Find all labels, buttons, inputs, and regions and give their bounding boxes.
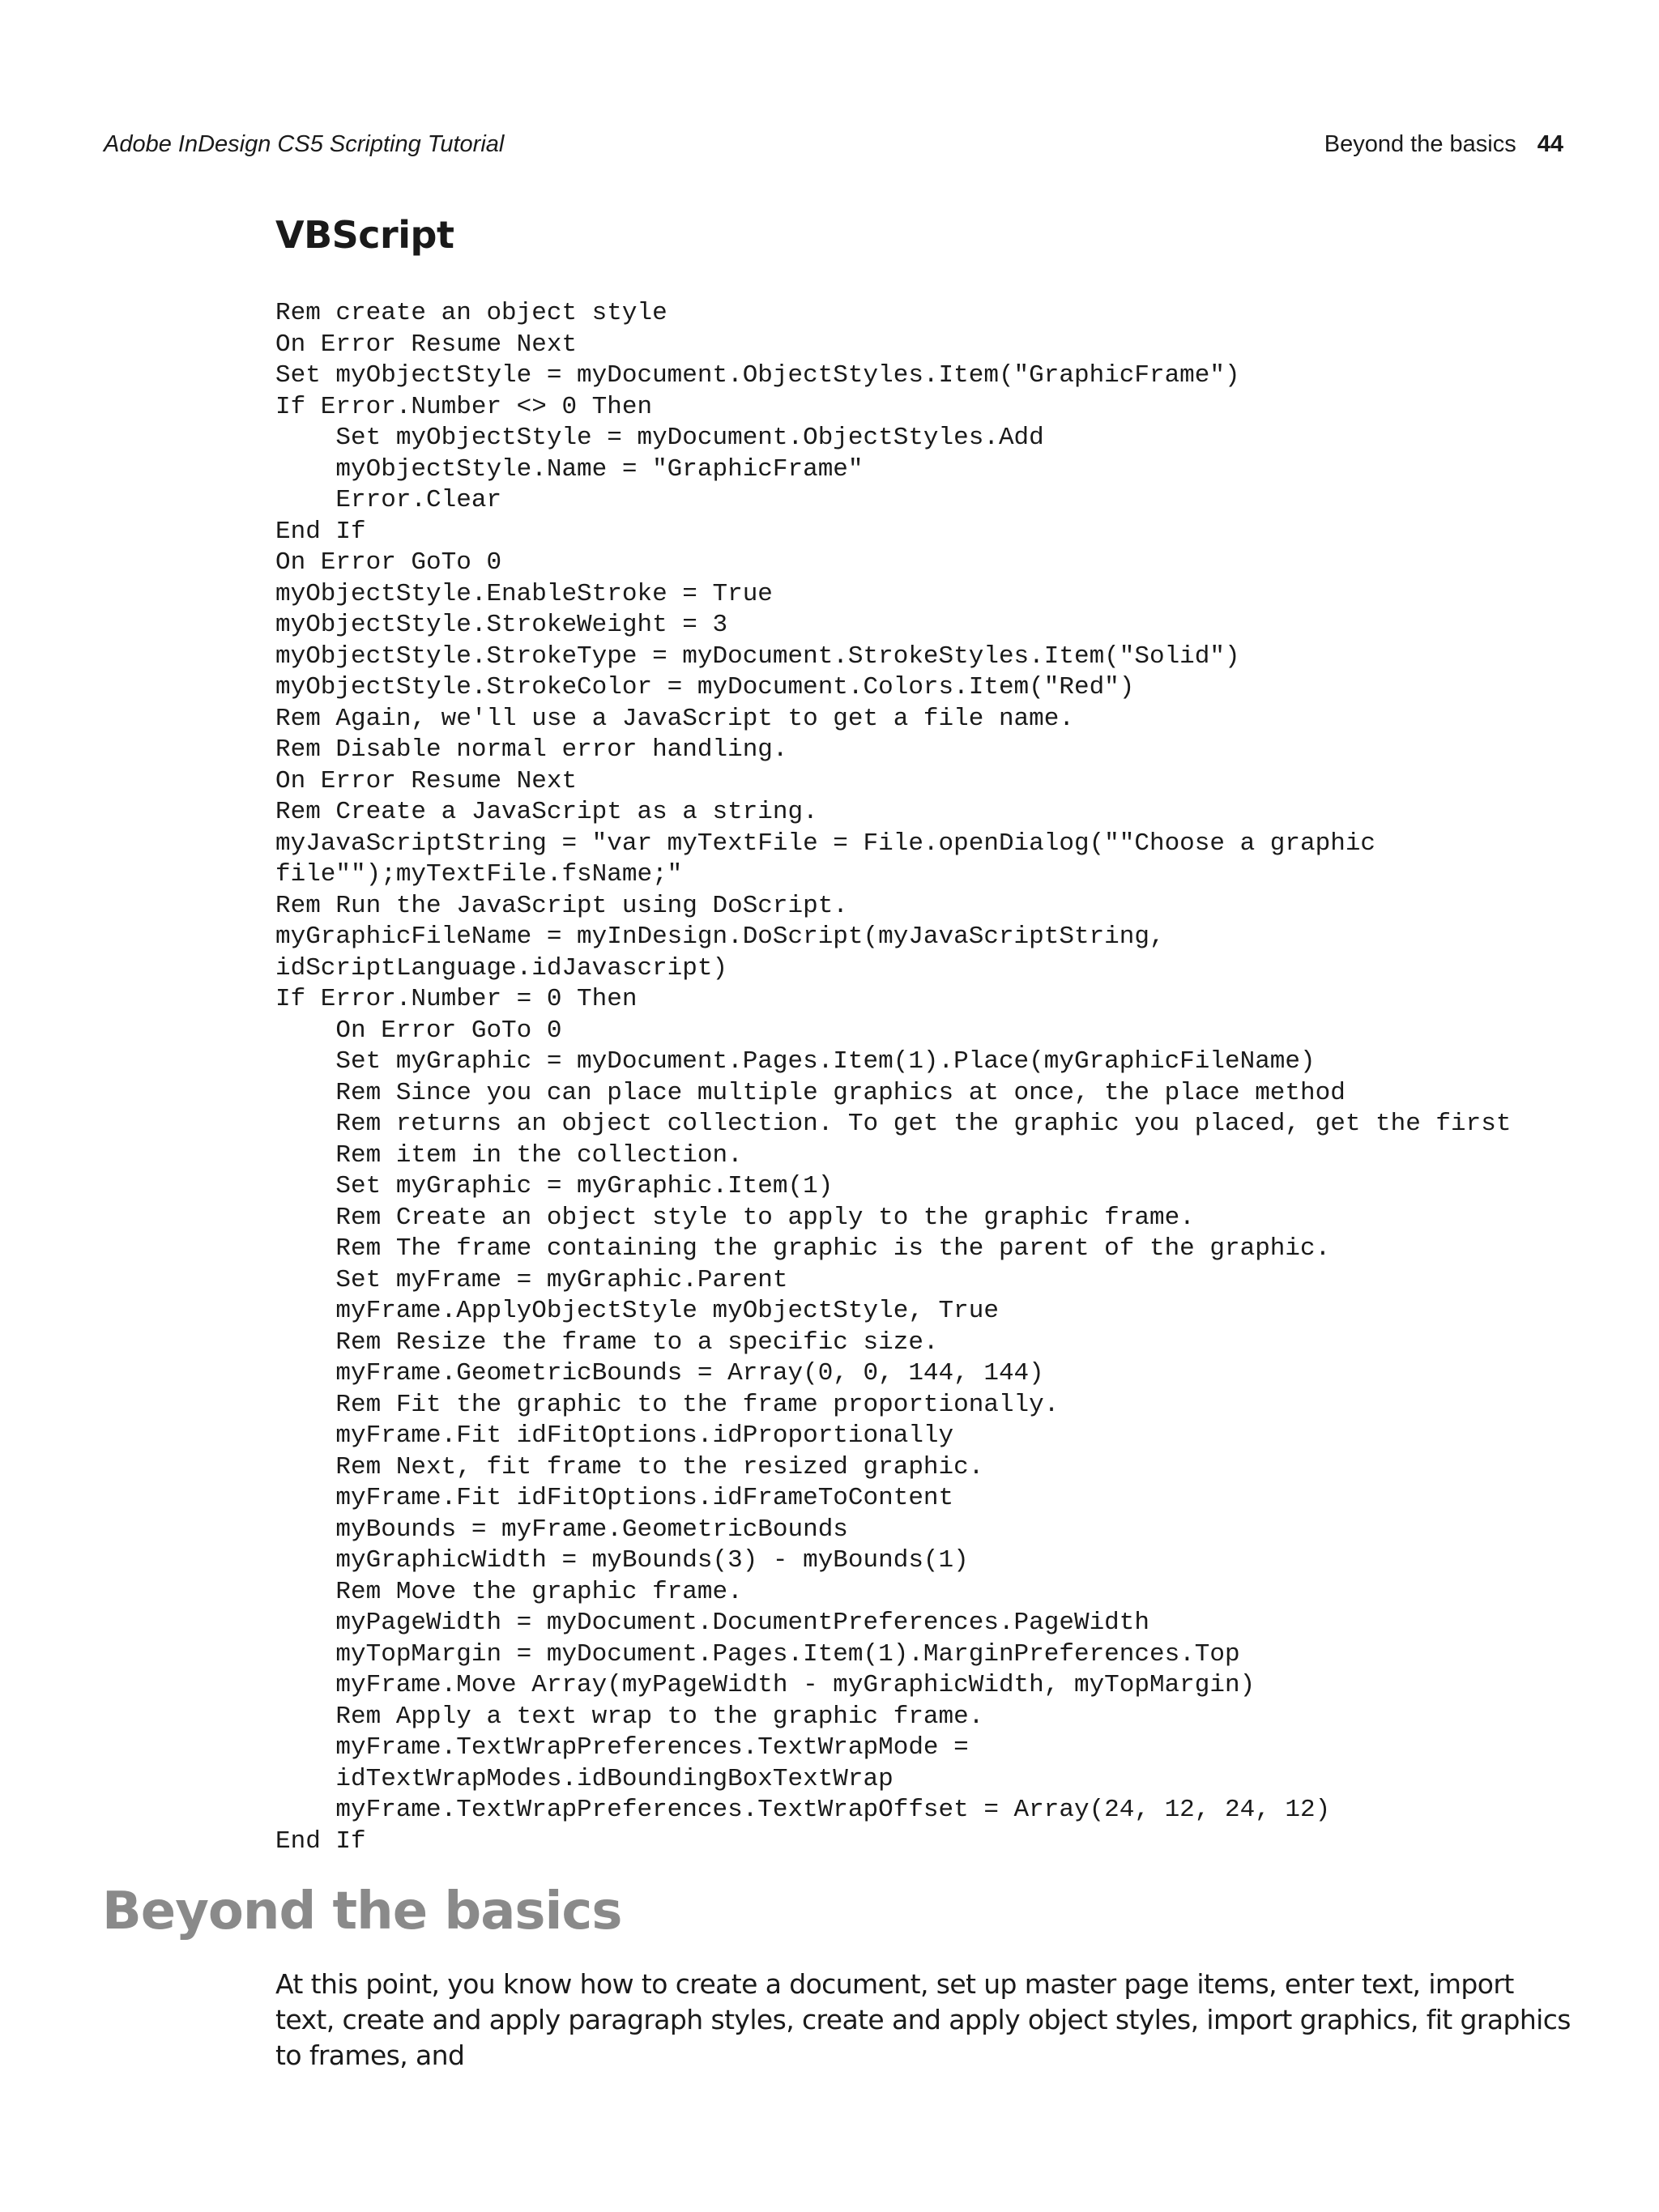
code-line: End If: [275, 517, 366, 546]
document-title: Adobe InDesign CS5 Scripting Tutorial: [104, 131, 505, 157]
code-line: idTextWrapModes.idBoundingBoxTextWrap: [275, 1764, 893, 1793]
intro-paragraph: At this point, you know how to create a document, set up master page items, enter text, import text, create and apply paragraph styles, create and apply object styles, import graphics, fit graphics to frames, and: [275, 1968, 1571, 2071]
code-line: myFrame.Move Array(myPageWidth - myGraphicWidth, myTopMargin): [275, 1671, 1256, 1699]
code-line: On Error Resume Next: [275, 330, 578, 359]
code-line: On Error GoTo 0: [275, 548, 502, 577]
code-line: Rem The frame containing the graphic is the parent of the graphic.: [275, 1234, 1331, 1263]
code-line: myFrame.TextWrapPreferences.TextWrapMode =: [275, 1733, 969, 1762]
code-line: myJavaScriptString = "var myTextFile = File.openDialog(""Choose a graphic: [275, 829, 1376, 858]
code-line: myObjectStyle.EnableStroke = True: [275, 579, 773, 608]
code-line: Rem Again, we'll use a JavaScript to get a file name.: [275, 704, 1074, 733]
code-line: myGraphicFileName = myInDesign.DoScript(myJavaScriptString,: [275, 923, 1165, 951]
code-line: Rem create an object style: [275, 299, 667, 327]
code-line: If Error.Number = 0 Then: [275, 985, 638, 1013]
code-line: Rem Move the graphic frame.: [275, 1577, 743, 1606]
code-line: End If: [275, 1826, 366, 1856]
page-number: 44: [1537, 131, 1563, 157]
code-line: If Error.Number <> 0 Then: [275, 392, 653, 421]
code-line: myBounds = myFrame.GeometricBounds: [275, 1515, 848, 1544]
code-line: Rem Next, fit frame to the resized graphic.: [275, 1452, 984, 1481]
code-line: Rem Resize the frame to a specific size.: [275, 1328, 939, 1357]
code-line: Rem Disable normal error handling.: [275, 735, 788, 764]
code-line: myObjectStyle.StrokeWeight = 3: [275, 611, 728, 639]
code-line: Rem Create a JavaScript as a string.: [275, 798, 818, 826]
code-line: myFrame.Fit idFitOptions.idProportionally: [275, 1421, 954, 1450]
code-line: myObjectStyle.StrokeType = myDocument.StrokeStyles.Item("Solid"): [275, 641, 1240, 671]
page-header: [104, 128, 1563, 160]
beyond-the-basics-heading: Beyond the basics: [102, 1882, 622, 1941]
code-line: Rem Create an object style to apply to the graphic frame.: [275, 1203, 1195, 1232]
code-line: Error.Clear: [275, 486, 502, 514]
header-right: [1324, 128, 1563, 160]
code-line: On Error GoTo 0: [275, 1016, 562, 1045]
code-line: myObjectStyle.Name = "GraphicFrame": [275, 454, 864, 484]
code-line: Rem Fit the graphic to the frame proportionally.: [275, 1390, 1060, 1419]
vbscript-code-block: [275, 298, 1511, 1857]
code-line: myFrame.ApplyObjectStyle myObjectStyle, True: [275, 1297, 999, 1325]
code-line: myFrame.Fit idFitOptions.idFrameToContent: [275, 1484, 954, 1512]
code-line: myPageWidth = myDocument.DocumentPreferences.PageWidth: [275, 1609, 1149, 1637]
code-line: Set myFrame = myGraphic.Parent: [275, 1265, 788, 1294]
code-line: myFrame.TextWrapPreferences.TextWrapOffset = Array(24, 12, 24, 12): [275, 1796, 1331, 1824]
code-line: myFrame.GeometricBounds = Array(0, 0, 144, 144): [275, 1359, 1044, 1387]
code-line: Rem item in the collection.: [275, 1140, 743, 1170]
code-line: Rem returns an object collection. To get the graphic you placed, get the first: [275, 1110, 1512, 1138]
running-section-title: Beyond the basics: [1324, 131, 1516, 157]
code-line: myTopMargin = myDocument.Pages.Item(1).MarginPreferences.Top: [275, 1639, 1240, 1669]
code-line: idScriptLanguage.idJavascript): [275, 953, 728, 982]
code-line: myObjectStyle.StrokeColor = myDocument.Colors.Item("Red"): [275, 673, 1135, 701]
code-line: file"");myTextFile.fsName;": [275, 860, 683, 889]
code-line: Set myGraphic = myDocument.Pages.Item(1).Place(myGraphicFileName): [275, 1047, 1316, 1076]
code-line: Set myGraphic = myGraphic.Item(1): [275, 1172, 834, 1200]
code-line: Set myObjectStyle = myDocument.ObjectStyles.Item("GraphicFrame"): [275, 361, 1240, 390]
code-line: On Error Resume Next: [275, 766, 578, 795]
code-line: Set myObjectStyle = myDocument.ObjectStyles.Add: [275, 424, 1044, 452]
code-line: Rem Since you can place multiple graphics at once, the place method: [275, 1078, 1346, 1107]
code-line: Rem Run the JavaScript using DoScript.: [275, 891, 848, 920]
code-line: myGraphicWidth = myBounds(3) - myBounds(1): [275, 1546, 969, 1575]
vbscript-heading: VBScript: [275, 213, 454, 257]
code-line: Rem Apply a text wrap to the graphic frame.: [275, 1702, 984, 1731]
